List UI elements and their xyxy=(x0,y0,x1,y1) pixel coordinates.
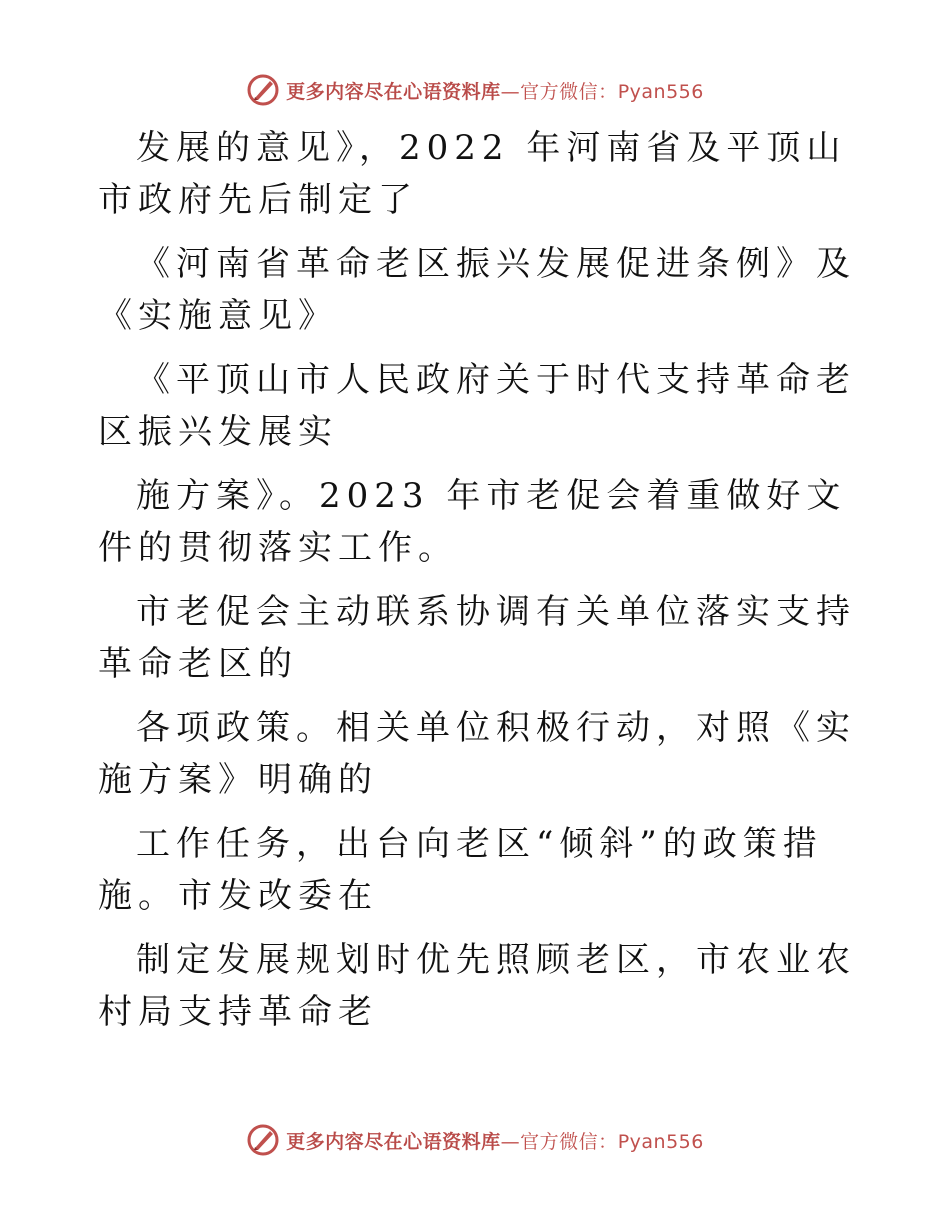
paragraph: 市老促会主动联系协调有关单位落实支持革命老区的 xyxy=(98,592,856,684)
footer-wechat-label: 官方微信： xyxy=(520,1130,618,1153)
header-wechat-label: 官方微信： xyxy=(520,80,618,103)
header-brand: 更多内容尽在心语资料库 xyxy=(286,80,501,103)
footer-watermark xyxy=(0,1120,950,1160)
paragraph: 各项政策。相关单位积极行动，对照《实施方案》明确的 xyxy=(98,708,856,800)
document-body xyxy=(98,122,858,1050)
header-banner-text xyxy=(286,77,704,104)
paragraph: 施方案》。2023 年市老促会着重做好文件的贯彻落实工作。 xyxy=(98,476,847,568)
paragraph: 《河南省革命老区振兴发展促进条例》及《实施意见》 xyxy=(98,244,856,336)
header-wechat-id: Pyan556 xyxy=(617,80,704,103)
footer-wechat-id: Pyan556 xyxy=(617,1130,704,1153)
paragraph: 发展的意见》，2022 年河南省及平顶山市政府先后制定了 xyxy=(98,128,847,220)
feather-pen-logo-icon xyxy=(246,1123,280,1157)
footer-banner-text xyxy=(286,1127,704,1154)
header-separator: — xyxy=(500,80,521,103)
paragraph: 制定发展规划时优先照顾老区，市农业农村局支持革命老 xyxy=(98,940,856,1032)
footer-separator: — xyxy=(500,1130,521,1153)
header-watermark xyxy=(0,70,950,110)
paragraph: 工作任务，出台向老区“倾斜”的政策措施。市发改委在 xyxy=(98,824,823,916)
footer-brand: 更多内容尽在心语资料库 xyxy=(286,1130,501,1153)
feather-pen-logo-icon xyxy=(246,73,280,107)
paragraph: 《平顶山市人民政府关于时代支持革命老区振兴发展实 xyxy=(98,360,856,452)
